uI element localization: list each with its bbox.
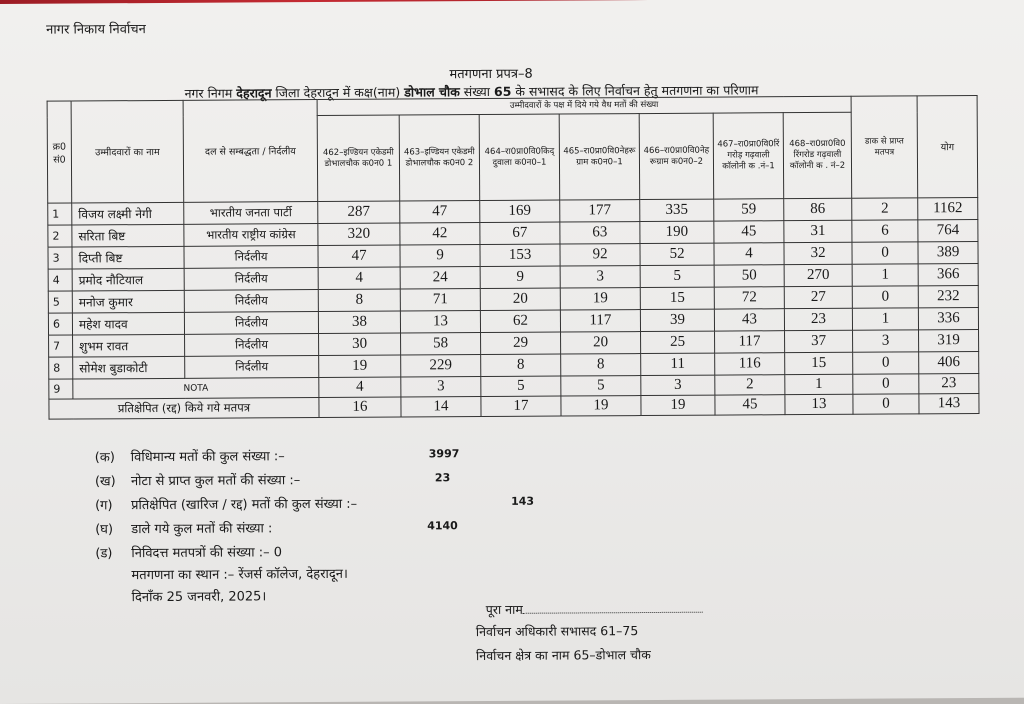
candidate-name: मनोज कुमार	[72, 290, 184, 313]
signature-officer: निर्वाचन अधिकारी सभासद 61–75	[475, 623, 639, 640]
summary-label: निविदत्त मतपत्रों की संख्या :– 0	[131, 545, 283, 562]
booth-votes: 17	[481, 396, 561, 416]
summary-key: (ख)	[94, 474, 116, 490]
candidate-party: निर्दलीय	[185, 334, 319, 357]
subtitle-text: संख्या	[459, 83, 495, 100]
booth-votes: 63	[560, 222, 640, 244]
booth-votes: 43	[714, 309, 784, 331]
candidate-name: दिप्ती बिष्ट	[72, 246, 184, 269]
booth-votes: 15	[785, 352, 853, 374]
postal-votes: 0	[853, 374, 919, 394]
row-serial: 3	[48, 247, 72, 269]
booth-votes: 8	[481, 354, 561, 376]
booth-votes: 20	[561, 332, 641, 354]
summary-total-cast	[95, 518, 272, 537]
booth-votes: 38	[318, 311, 400, 334]
col-header-booth: 462–इण्डियन एकेडमी डोभालचौक क0न0 1	[317, 115, 400, 201]
candidate-name: महेश यादव	[72, 312, 184, 335]
candidate-party: निर्दलीय	[184, 312, 318, 335]
candidate-name: शुभम रावत	[73, 334, 185, 357]
booth-votes: 25	[641, 331, 715, 353]
summary-key: (घ)	[95, 522, 114, 538]
summary-tendered	[95, 542, 282, 561]
signature-full-name-label: पूरा नाम	[485, 601, 523, 618]
signature-full-name	[486, 600, 703, 618]
results-table	[47, 95, 980, 420]
candidate-name: सोमेश बुडाकोटी	[73, 356, 185, 379]
booth-votes: 177	[560, 200, 640, 222]
booth-votes: 335	[640, 199, 714, 221]
subtitle-text: नगर निगम	[184, 85, 237, 101]
booth-votes: 4	[714, 243, 784, 265]
candidate-party: भारतीय जनता पार्टी	[184, 202, 318, 225]
col-header-booth: 465–रा0प्रा0वि0नेहरू ग्राम क0न0–1	[559, 114, 640, 200]
candidate-name: सरिता बिष्ट	[72, 224, 184, 247]
candidate-party: निर्दलीय	[184, 268, 318, 291]
total-votes: 406	[919, 351, 979, 373]
nota-label: NOTA	[73, 378, 319, 400]
booth-votes: 47	[400, 201, 480, 223]
col-header-postal: डाक से प्राप्त मतपत्र	[851, 96, 918, 198]
booth-votes: 116	[715, 353, 785, 375]
booth-votes: 20	[480, 288, 560, 310]
candidate-party: निर्दलीय	[184, 290, 318, 313]
booth-votes: 71	[400, 289, 480, 311]
booth-votes: 59	[714, 199, 784, 221]
booth-votes: 11	[641, 353, 715, 375]
rejected-label: प्रतिक्षेपित (रद्द) किये गये मतपत्र	[49, 398, 319, 420]
booth-votes: 8	[318, 289, 400, 312]
booth-votes: 287	[318, 201, 400, 224]
header-title: नागर निकाय निर्वाचन	[46, 22, 146, 38]
signature-line	[523, 602, 703, 614]
postal-votes: 0	[853, 352, 919, 374]
subtitle-city: देहरादून	[236, 85, 272, 101]
booth-votes: 117	[560, 310, 640, 332]
row-serial: 2	[48, 225, 72, 247]
postal-votes: 0	[853, 394, 919, 414]
summary-nota-votes	[95, 470, 300, 489]
total-votes: 143	[919, 393, 979, 413]
row-serial: 1	[48, 203, 72, 225]
booth-votes: 13	[785, 394, 853, 414]
col-header-booth: 463–इण्डियन एकेडमी डोभालचौक क0न0 2	[399, 115, 480, 201]
booth-votes: 37	[785, 330, 853, 352]
summary-value: 4140	[427, 519, 458, 533]
col-header-candidate: उम्मीदवारों का नाम	[71, 100, 184, 203]
booth-votes: 42	[400, 223, 480, 245]
booth-votes: 4	[318, 267, 400, 290]
booth-votes: 320	[318, 223, 400, 246]
col-header-booth: 468–रा0प्रा0वि0 रिंगरोड गढ़वाली कॉलोनी क . नं–2	[783, 112, 852, 198]
booth-votes: 24	[400, 267, 480, 289]
booth-votes: 16	[319, 397, 401, 418]
total-votes: 366	[918, 263, 978, 285]
counting-place: मतगणना का स्थान :– रेंजर्स कॉलेज, देहरादून।	[131, 566, 348, 584]
booth-votes: 86	[784, 198, 852, 220]
subtitle-text: के सभासद के लिए निर्वाचन हेतु मतगणना का परिणाम	[511, 82, 759, 99]
postal-votes: 3	[853, 330, 919, 352]
col-header-booth: 464–रा0प्रा0वि0किद् दुवाला क0न0–1	[479, 114, 560, 200]
postal-votes: 0	[852, 242, 918, 264]
booth-votes: 67	[480, 222, 560, 244]
candidate-party: भारतीय राष्ट्रीय कांग्रेस	[184, 224, 318, 247]
subtitle-ward-number: 65	[493, 83, 512, 99]
booth-votes: 92	[560, 244, 640, 266]
counting-date: दिनाँक 25 जनवरी, 2025।	[131, 589, 267, 606]
booth-votes: 19	[560, 288, 640, 310]
booth-votes: 190	[640, 221, 714, 243]
summary-key: (ड)	[95, 546, 113, 562]
summary-value: 143	[511, 494, 535, 508]
booth-votes: 13	[400, 311, 480, 333]
booth-votes: 1	[785, 374, 853, 394]
candidate-name: विजय लक्ष्मी नेगी	[72, 202, 184, 225]
booth-votes: 27	[784, 286, 852, 308]
booth-votes: 32	[784, 242, 852, 264]
booth-votes: 9	[400, 245, 480, 267]
booth-votes: 3	[560, 266, 640, 288]
booth-votes: 19	[641, 395, 715, 415]
signature-constituency: निर्वाचन क्षेत्र का नाम 65–डोभाल चौक	[475, 647, 651, 664]
total-votes: 1162	[918, 197, 978, 219]
booth-votes: 3	[401, 377, 481, 397]
booth-votes: 62	[480, 310, 560, 332]
total-votes: 23	[919, 373, 979, 393]
col-header-party: दल से सम्बद्धता / निर्दलीय	[183, 100, 318, 203]
row-serial: 7	[49, 335, 73, 357]
booth-votes: 153	[480, 244, 560, 266]
booth-votes: 45	[714, 221, 784, 243]
form-title: मतगणना प्रपत्र–8	[449, 66, 533, 83]
col-header-serial: क्र0 सं0	[47, 101, 72, 203]
subtitle-text: जिला देहरादून में कक्ष(नाम)	[271, 84, 405, 101]
booth-votes: 19	[319, 355, 401, 378]
row-serial: 4	[48, 269, 72, 291]
booth-votes: 39	[640, 309, 714, 331]
summary-label: नोटा से प्राप्त कुल मतों की संख्या :–	[130, 473, 301, 490]
booth-votes: 29	[481, 332, 561, 354]
col-header-total: योग	[917, 95, 978, 197]
row-serial: 6	[48, 313, 72, 335]
summary-label: विधिमान्य मतों की कुल संख्या :–	[130, 449, 285, 466]
booth-votes: 47	[318, 245, 400, 268]
col-header-booth: 466–रा0प्रा0वि0नेह रूग्राम क0न0–2	[639, 113, 714, 199]
booth-votes: 23	[784, 308, 852, 330]
candidate-party: निर्दलीय	[185, 356, 319, 379]
total-votes: 232	[918, 285, 978, 307]
rejected-row	[49, 393, 979, 419]
summary-key: (ग)	[95, 498, 113, 514]
booth-votes: 30	[319, 333, 401, 356]
booth-votes: 5	[640, 265, 714, 287]
candidate-party: निर्दलीय	[184, 246, 318, 269]
booth-votes: 169	[480, 200, 560, 222]
postal-votes: 6	[852, 220, 918, 242]
booth-votes: 19	[561, 396, 641, 416]
summary-value: 23	[434, 471, 451, 485]
booth-votes: 4	[319, 377, 401, 398]
postal-votes: 0	[852, 286, 918, 308]
booth-votes: 3	[641, 375, 715, 395]
booth-votes: 15	[640, 287, 714, 309]
total-votes: 336	[918, 307, 978, 329]
summary-label: डाले गये कुल मतों की संख्या :	[131, 521, 273, 538]
col-header-booth: 467–रा0प्रा0वि0रिं गरोड़ गढ़वाली कॉलोनी क .नं–1	[713, 113, 784, 199]
summary-valid-votes	[95, 446, 285, 465]
booth-votes: 2	[715, 375, 785, 395]
row-serial: 9	[49, 379, 73, 399]
booth-votes: 50	[714, 265, 784, 287]
booth-votes: 117	[715, 331, 785, 353]
booth-votes: 45	[715, 395, 785, 415]
summary-value: 3997	[428, 447, 460, 461]
booth-votes: 5	[561, 376, 641, 396]
summary-key: (क)	[94, 450, 115, 466]
booth-votes: 229	[401, 355, 481, 377]
booth-votes: 58	[401, 333, 481, 355]
booth-votes: 52	[640, 243, 714, 265]
summary-label: प्रतिक्षेपित (खारिज / रद्द) मतों की कुल संख्या :–	[131, 496, 358, 514]
candidate-name: प्रमोद नौटियाल	[72, 268, 184, 291]
postal-votes: 2	[852, 198, 918, 220]
booth-votes: 9	[480, 266, 560, 288]
total-votes: 764	[918, 219, 978, 241]
total-votes: 319	[919, 329, 979, 351]
booth-votes: 5	[481, 376, 561, 396]
row-serial: 8	[49, 357, 73, 379]
subtitle-ward-name: डोभाल चौक	[404, 84, 460, 100]
booth-votes: 14	[401, 397, 481, 417]
booth-votes: 72	[714, 287, 784, 309]
col-header-booths-group: उम्मीदवारों के पक्ष में दिये गये वैध मतों की संख्या	[317, 96, 851, 115]
booth-votes: 31	[784, 220, 852, 242]
booth-votes: 8	[561, 354, 641, 376]
total-votes: 389	[918, 241, 978, 263]
row-serial: 5	[48, 291, 72, 313]
postal-votes: 1	[852, 308, 918, 330]
summary-rejected-votes	[95, 494, 357, 514]
postal-votes: 1	[852, 264, 918, 286]
booth-votes: 270	[784, 264, 852, 286]
